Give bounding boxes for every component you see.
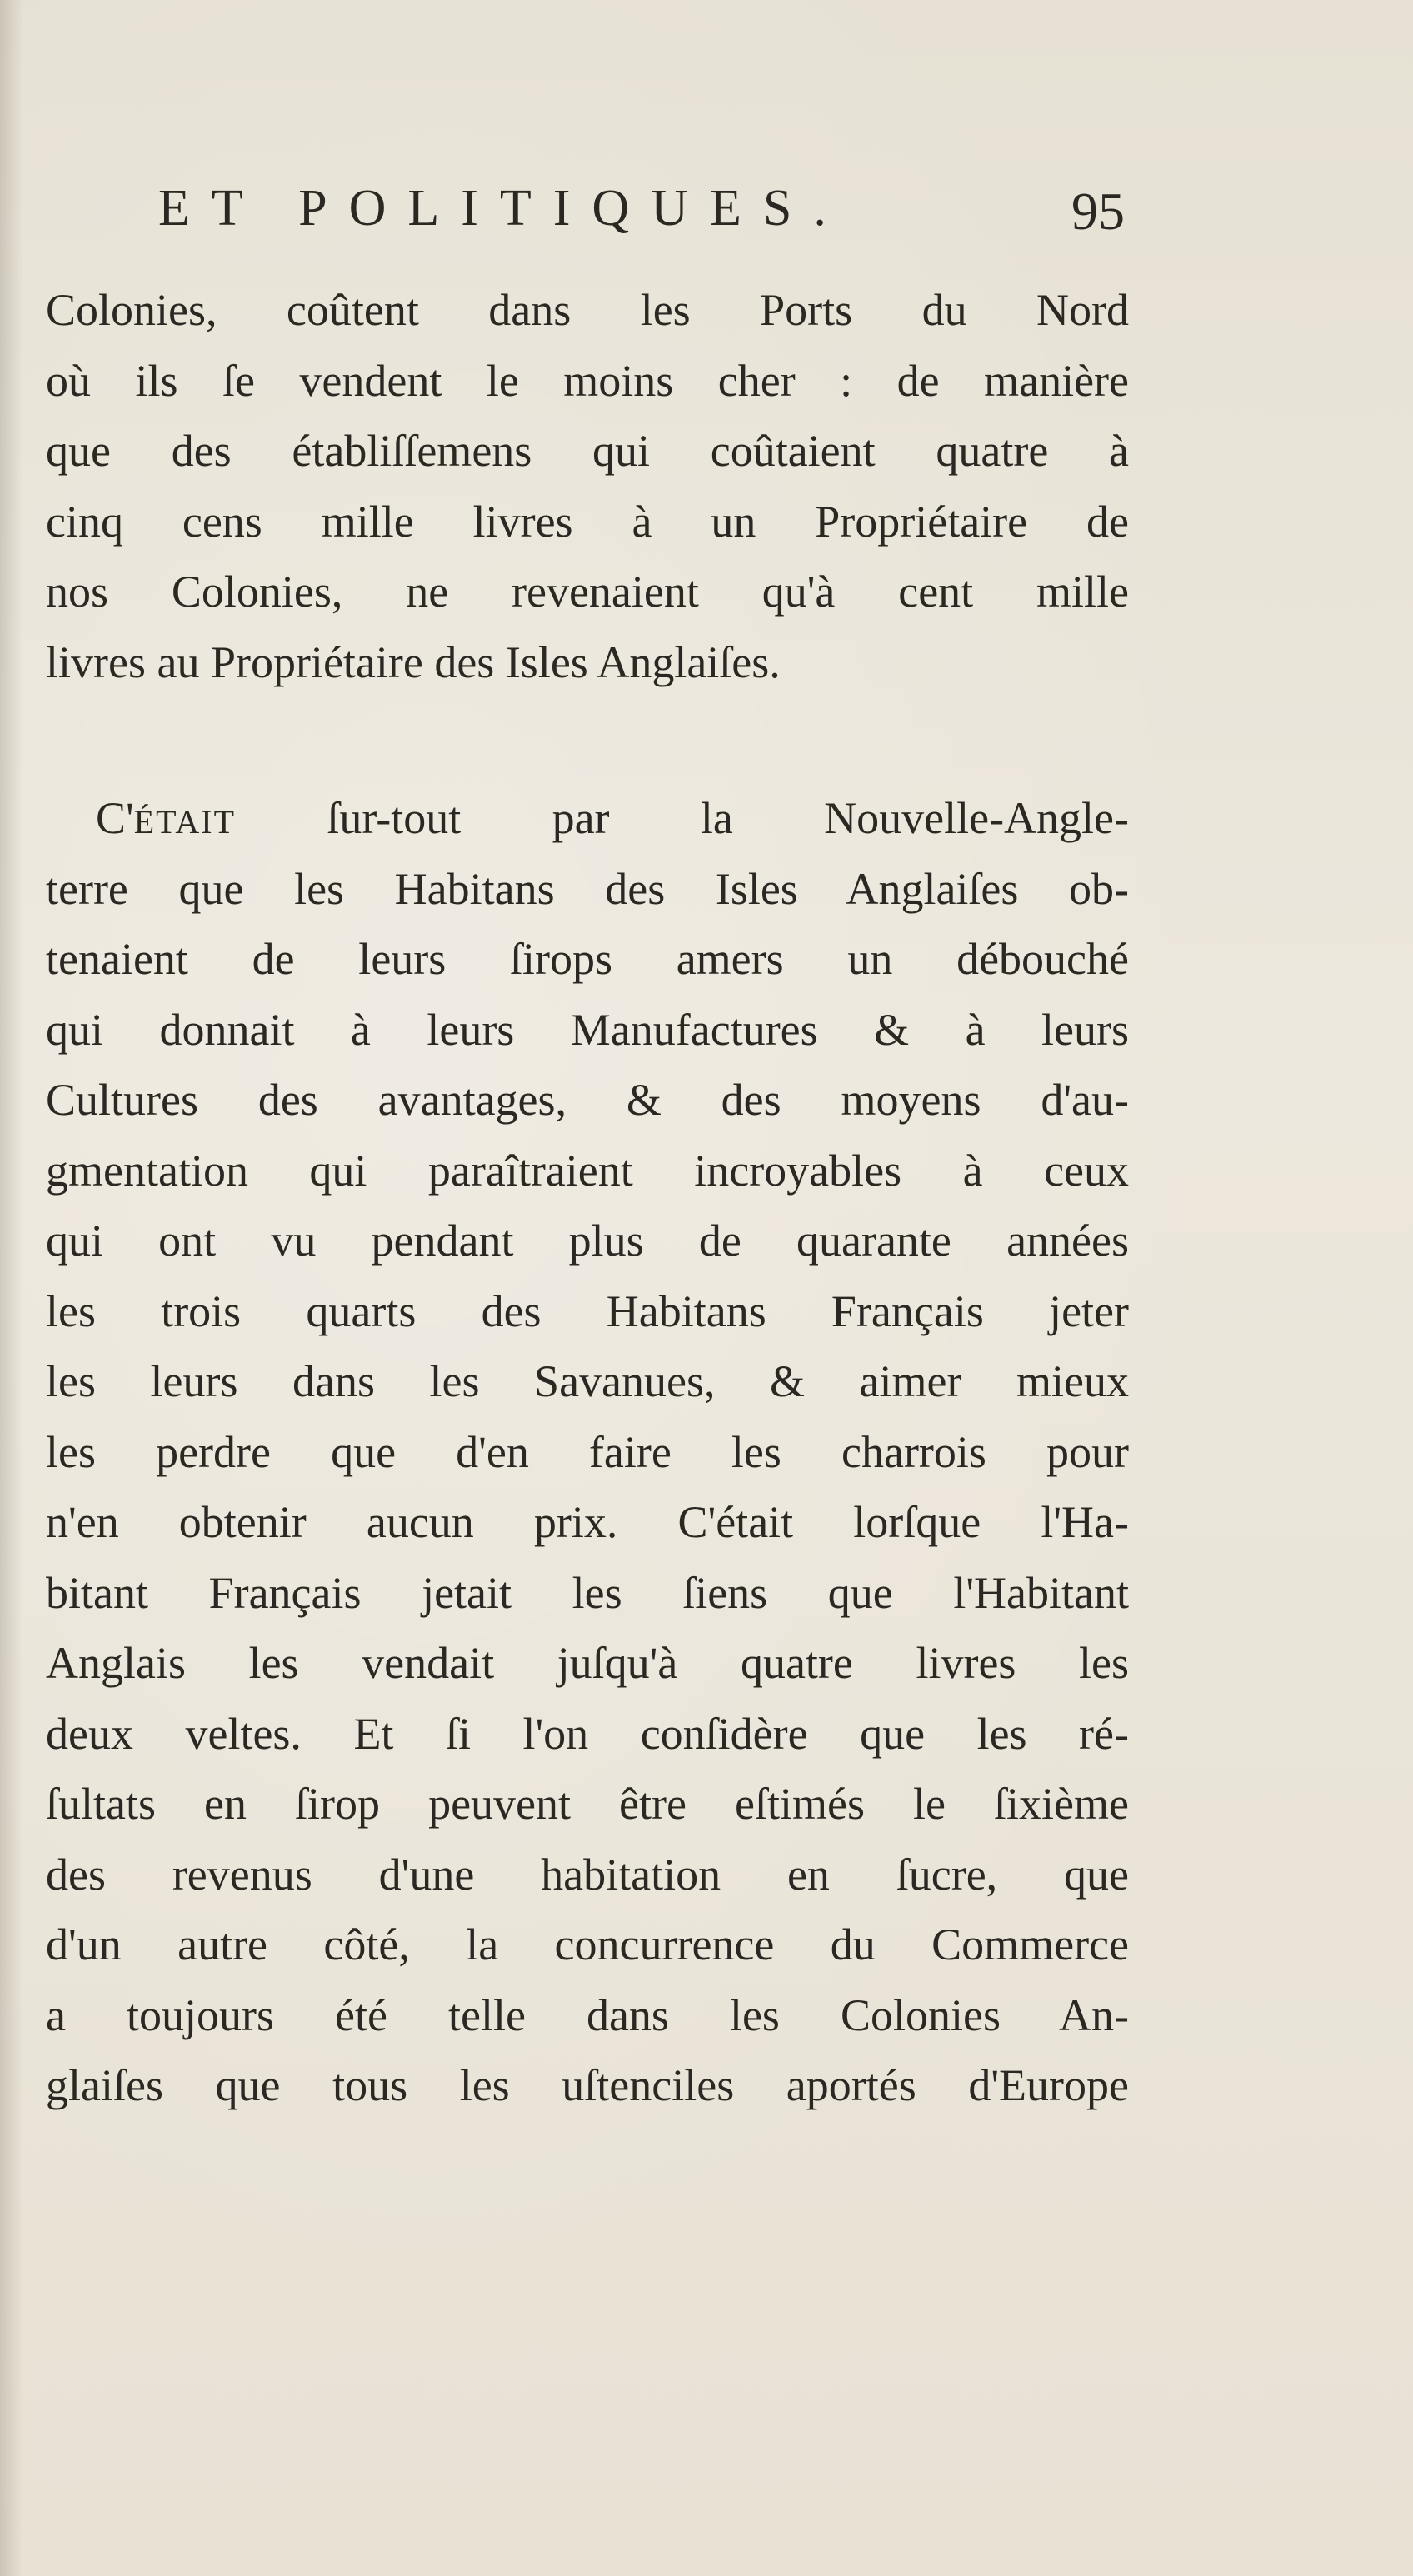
- text-line: tenaient de leurs ſirops amers un débouché: [46, 934, 1129, 984]
- paragraph-2: [46, 783, 1129, 2121]
- text-line: Colonies, coûtent dans les Ports du Nord: [46, 285, 1129, 335]
- text-line: les leurs dans les Savanues, & aimer mieux: [46, 1356, 1129, 1406]
- text-line: qui donnait à leurs Manufactures & à leurs: [46, 1004, 1129, 1055]
- text-line: a toujours été telle dans les Colonies An-: [46, 1989, 1129, 2040]
- text-line: cinq cens mille livres à un Propriétaire de: [46, 496, 1129, 547]
- body-text: [46, 275, 1129, 2121]
- text-line: deux veltes. Et ſi l'on conſidère que les ré-: [46, 1708, 1129, 1759]
- text-line: qui ont vu pendant plus de quarante années: [46, 1216, 1129, 1266]
- paragraph-gap: [46, 697, 1129, 783]
- text-line: Cultures des avantages, & des moyens d'au-: [46, 1075, 1129, 1125]
- text-line: Anglais les vendait juſqu'à quatre livres les: [46, 1638, 1129, 1688]
- text-line: des revenus d'une habitation en ſucre, que: [46, 1849, 1129, 1900]
- text-line: que des établiſſemens qui coûtaient quatre à: [46, 426, 1129, 476]
- text-line: les trois quarts des Habitans Français jeter: [46, 1286, 1129, 1336]
- page-number: 95: [1071, 182, 1125, 241]
- opening-line-rest: ſur-tout par la Nouvelle-Angle-: [236, 793, 1129, 843]
- text-line: les perdre que d'en faire les charrois pour: [46, 1426, 1129, 1477]
- text-line: nos Colonies, ne revenaient qu'à cent mille: [46, 567, 1129, 617]
- text-line: n'en obtenir aucun prix. C'était lorſque l'Ha-: [46, 1497, 1129, 1547]
- text-line: livres au Propriétaire des Isles Anglaiſes.: [46, 637, 781, 687]
- page-edge-shadow: [0, 0, 23, 2576]
- text-line: glaiſes que tous les uſtenciles aportés d'Europe: [46, 2060, 1129, 2110]
- text-line: ſultats en ſirop peuvent être eſtimés le ſixième: [46, 1779, 1129, 1829]
- paragraph-opening-line: [46, 783, 1129, 854]
- running-head: ET POLITIQUES.: [158, 180, 848, 237]
- paragraph-1: [46, 275, 1129, 697]
- page-header: [158, 171, 1125, 246]
- opening-word-initial: C': [96, 793, 134, 843]
- text-line: où ils ſe vendent le moins cher : de manière: [46, 355, 1129, 406]
- text-line: gmentation qui paraîtraient incroyables à ceux: [46, 1145, 1129, 1196]
- text-line: d'un autre côté, la concurrence du Commerce: [46, 1920, 1129, 1969]
- text-line: terre que les Habitans des Isles Anglaiſes ob-: [46, 863, 1129, 914]
- opening-word-small-caps: ÉTAIT: [133, 803, 237, 841]
- text-line: bitant Français jetait les ſiens que l'Habitant: [46, 1567, 1129, 1618]
